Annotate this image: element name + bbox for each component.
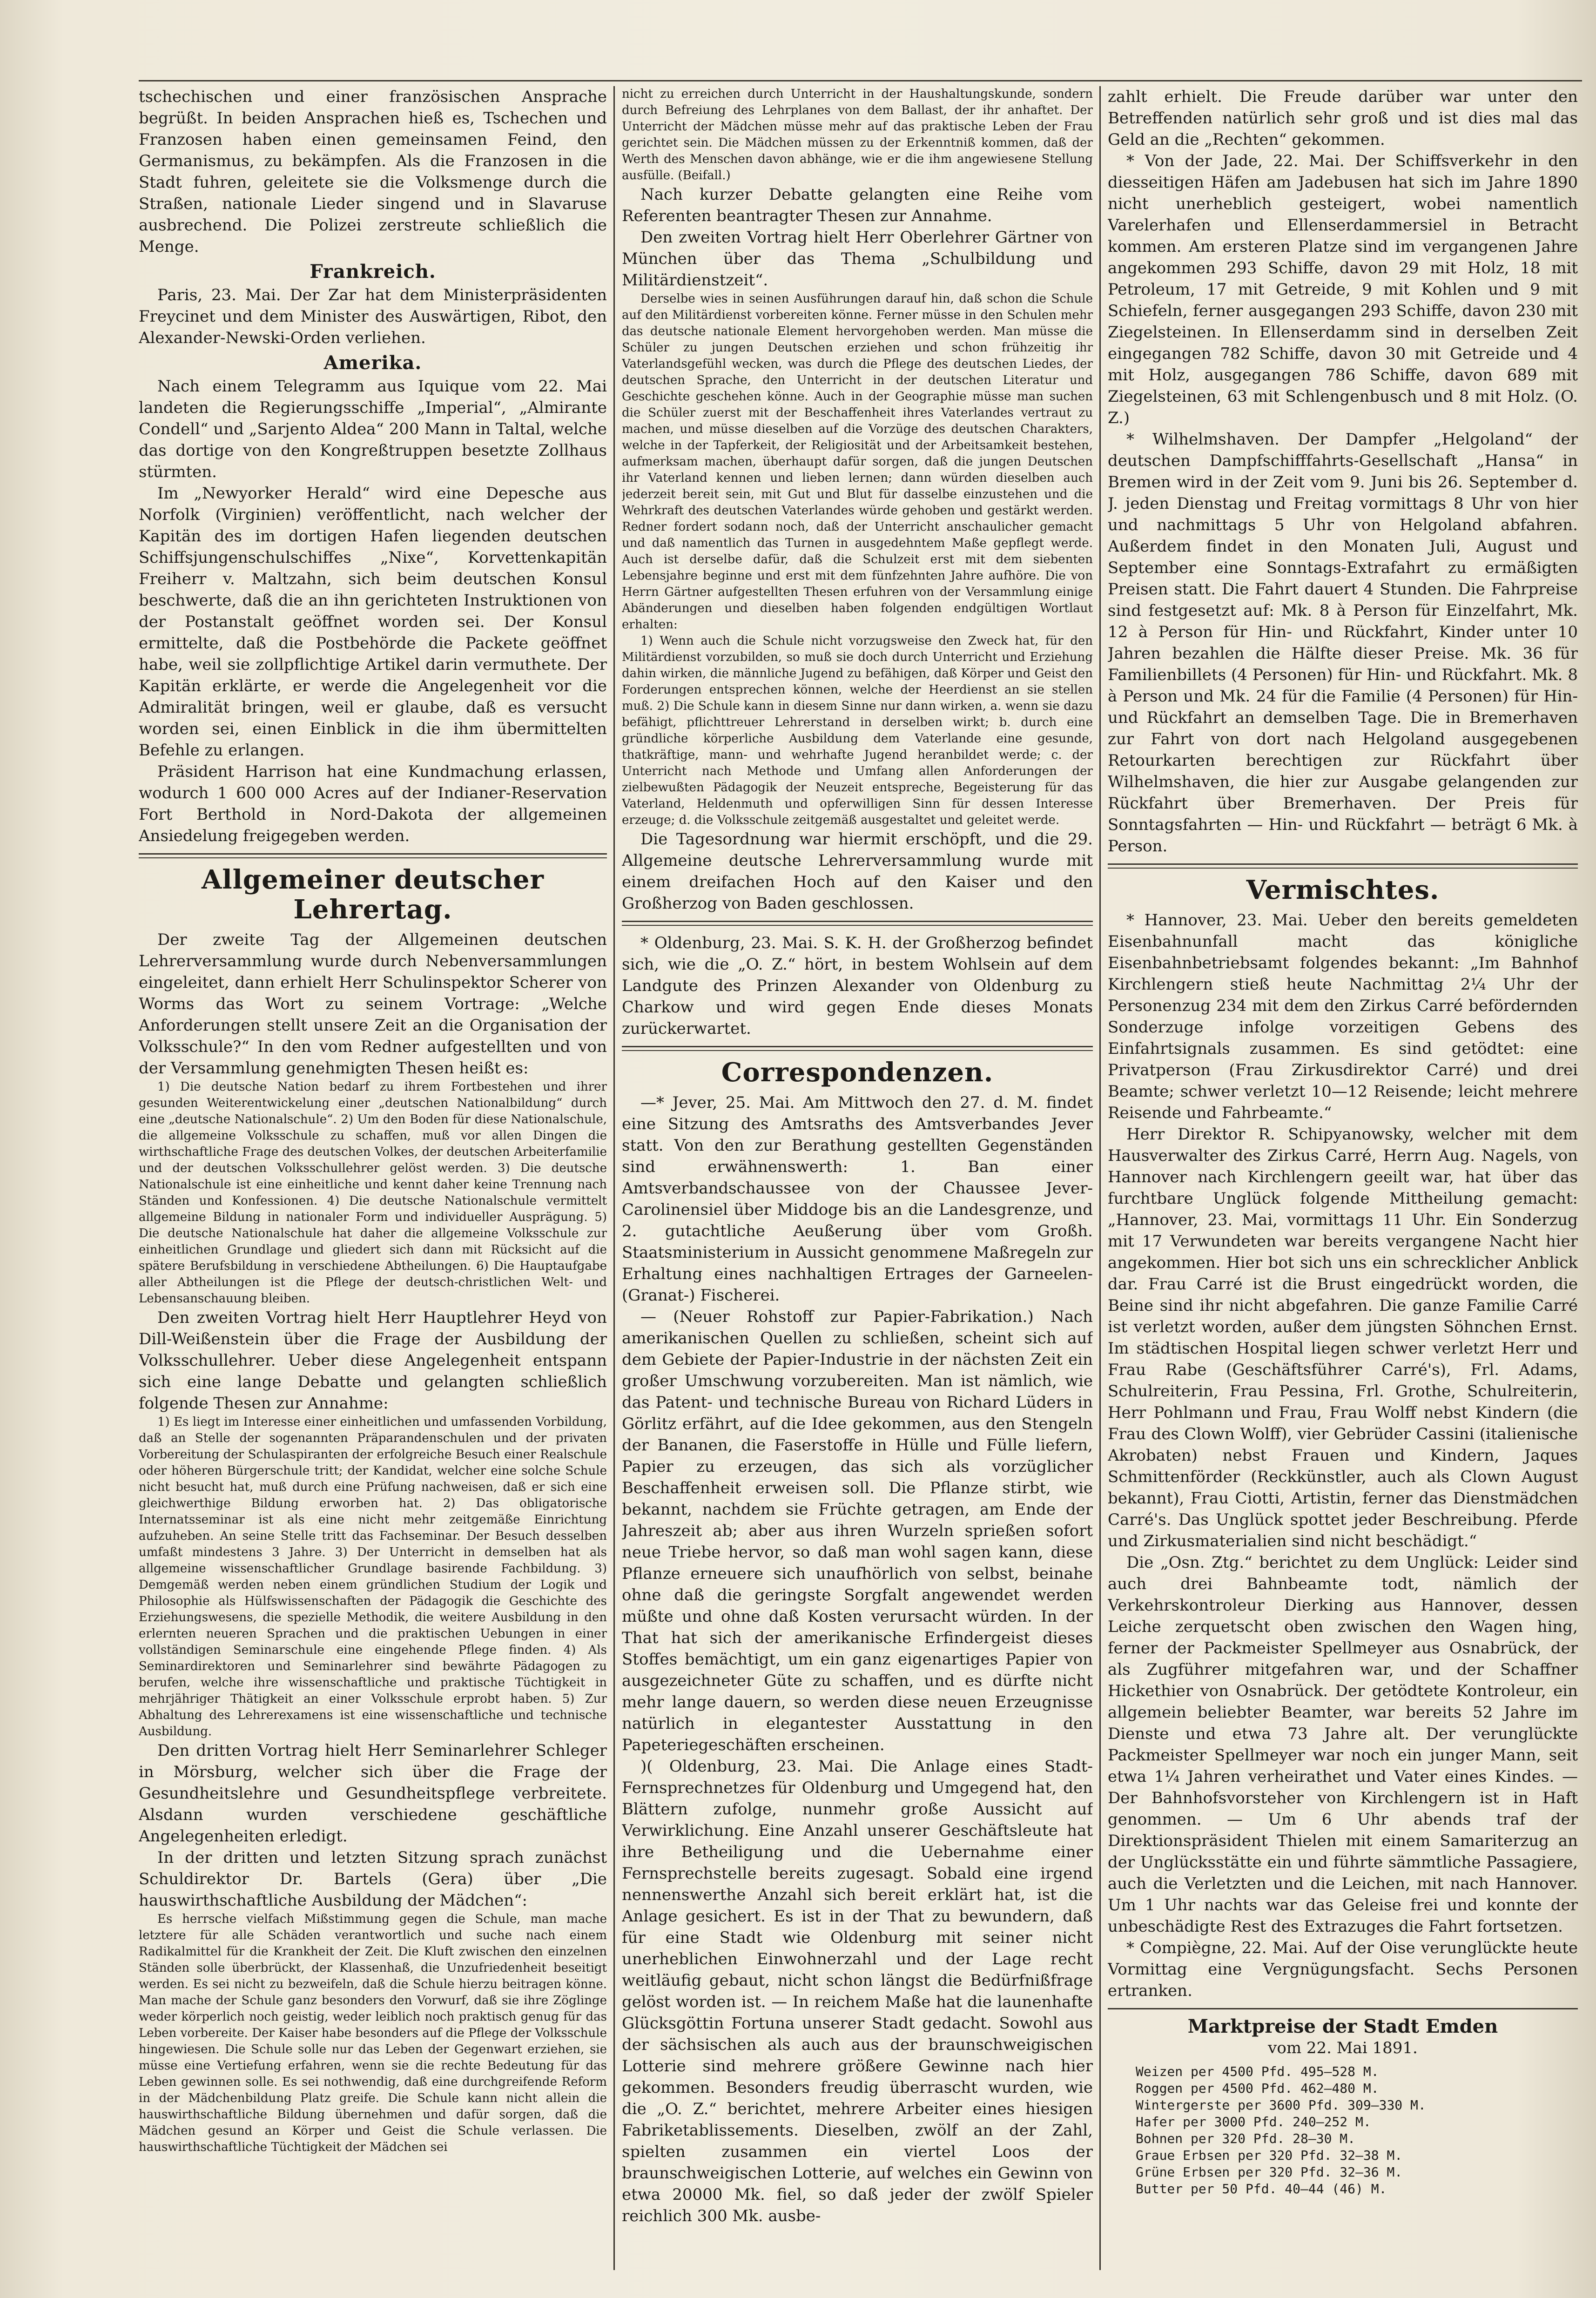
article-paragraph: Paris, 23. Mai. Der Zar hat dem Ministerpräsidenten Freycinet und dem Minister des Auswärtigen, Ribot, den Alexander-Newski-Orden verliehen. [139, 286, 607, 347]
article-paragraph: Nach einem Telegramm aus Iquique vom 22. Mai landeten die Regierungsschiffe „Imperial“, „Almirante Condell“ und „Sarjento Aldea“ 200 Mann in Taltal, welche das dortige von den Kongreßtruppen besetzte Zollhaus stürmten. [139, 377, 607, 481]
article-paragraph: Den zweiten Vortrag hielt Herr Oberlehrer Gärtner von München über das Thema „Schulbildung und Militärdienstzeit“. [622, 228, 1093, 290]
article-small-paragraph: nicht zu erreichen durch Unterricht in der Haushaltungskunde, sondern durch Befreiung des Lehrplanes von dem Ballast, der ihr anhaftet. Der Unterricht der Mädchen müsse mehr auf das praktische Leben der Frau gerichtet sein. Die Mädchen müssen zu der Erkenntniß kommen, daß der Werth des Menschen davon abhänge, wie er die ihm angewiesene Stellung ausfülle. (Beifall.) [622, 87, 1093, 182]
article-paragraph: zahlt erhielt. Die Freude darüber war unter den Betreffenden natürlich sehr groß und ist dies mal das Geld an die „Rechten“ gekommen. [1108, 88, 1578, 149]
market-price-row: Hafer per 3000 Pfd. 240—252 M. [1136, 2114, 1371, 2130]
section-heading-vermischtes: Vermischtes. [1246, 875, 1440, 905]
section-heading-frankreich: Frankreich. [310, 261, 436, 283]
column-2 [622, 86, 1093, 2270]
market-price-row: Butter per 50 Pfd. 40—44 (46) M. [1136, 2181, 1387, 2197]
column-divider [613, 86, 615, 2270]
market-price-row: Wintergerste per 3600 Pfd. 309—330 M. [1136, 2097, 1426, 2113]
article-paragraph: Den zweiten Vortrag hielt Herr Hauptlehrer Heyd von Dill-Weißenstein über die Frage der Ausbildung der Volksschullehrer. Ueber diese Angelegenheit entspann sich eine lange Debatte und gelangten schließlich folgende Thesen zur Annahme: [139, 1308, 607, 1413]
section-divider [139, 853, 607, 858]
article-paragraph: * Wilhelmshaven. Der Dampfer „Helgoland“ der deutschen Dampfschifffahrts-Gesellschaft „Hansa“ in Bremen wird in der Zeit vom 9. Juni bis 26. September d. J. jeden Dienstag und Freitag vormittags 8 Uhr von hier und nachmittags 5 Uhr von Helgoland abfahren. Außerdem findet in den Monaten Juli, August und September eine Sonntags-Extrafahrt zu ermäßigten Preisen statt. Die Fahrt dauert 4 Stunden. Die Fahrpreise sind festgesetzt auf: Mk. 8 à Person für Einzelfahrt, Mk. 12 à Person für Hin- und Rückfahrt, Kinder unter 10 Jahren bezahlen die Hälfte dieser Preise. Mk. 36 für Familienbillets (4 Personen) für Hin- und Rückfahrt. Mk. 8 à Person und Mk. 24 für die Familie (4 Personen) für Hin- und Rückfahrt an demselben Tage. Die in Bremerhaven zur Fahrt von dort nach Helgoland ausgegebenen Retourkarten berechtigen zur Rückfahrt über Wilhelmshaven, die hier zur Ausgabe gelangenden zur Rückfahrt über Bremerhaven. Der Preis für Sonntagsfahrten — Hin- und Rückfahrt — beträgt 6 Mk. à Person. [1108, 430, 1578, 856]
market-prices-title: Marktpreise der Stadt Emden [1187, 2015, 1498, 2037]
article-paragraph: In der dritten und letzten Sitzung sprach zunächst Schuldirektor Dr. Bartels (Gera) über „Die hauswirthschaftliche Ausbildung der Mädchen“: [139, 1848, 607, 1910]
section-heading-correspondenzen: Correspondenzen. [721, 1057, 994, 1088]
article-paragraph: Den dritten Vortrag hielt Herr Seminarlehrer Schleger in Mörsburg, welcher sich über die Frage der Gesundheitslehre und Gesundheitspflege verbreitete. Alsdann wurden verschiedene geschäftliche Angelegenheiten erledigt. [139, 1741, 607, 1846]
column-1 [139, 86, 607, 2270]
article-small-paragraph: Derselbe wies in seinen Ausführungen darauf hin, daß schon die Schule auf den Militärdienst vorbereiten könne. Ferner müsse in den Schulen mehr das deutsche nationale Element hervorgehoben werden. Man müsse die Schüler zu jungen Deutschen erziehen und schon frühzeitig ihr Vaterlandsgefühl wecken, was durch die Pflege des deutschen Liedes, der deutschen Sprache, den Unterricht in der deutschen Literatur und Geschichte geschehen könne. Auch in der Geographie müsse man suchen die Schüler zuerst mit der Beschaffenheit ihres Vaterlandes vertraut zu machen, und müsse dieselben auf die Vorzüge des deutschen Charakters, welche in der Tapferkeit, der Religiosität und der Arbeitsamkeit bestehen, aufmerksam machen, überhaupt dafür sorgen, daß die jungen Deutschen ihr Vaterland kennen und lieben lernen; dann würden dieselben auch jederzeit bereit sein, mit Gut und Blut für dasselbe einzustehen und die Wehrkraft des deutschen Vaterlandes würde gehoben und gestärkt werden. Redner fordert sodann noch, daß der Unterricht anschaulicher gemacht und daß namentlich das Turnen in ausgedehntem Maße gepflegt werde. Auch ist derselbe dafür, daß die Schulzeit erst mit dem siebenten Lebensjahre beginne und erst mit dem fünfzehnten Jahre aufhöre. Die von Herrn Gärtner aufgestellten Thesen erfuhren von der Versammlung einige Abänderungen und dieselben haben folgenden endgültigen Wortlaut erhalten: [622, 292, 1093, 632]
article-paragraph: Die „Osn. Ztg.“ berichtet zu dem Unglück: Leider sind auch drei Bahnbeamte todt, nämlich der Verkehrskontroleur Dierking aus Hannover, dessen Leiche zerquetscht oben zwischen den Wagen hing, ferner der Packmeister Spellmeyer aus Osnabrück, der als Zugführer mitgefahren war, und der Schaffner Hickethier von Osnabrück. Der getödtete Kontroleur, ein allgemein beliebter Beamter, war bereits 52 Jahre im Dienste und etwa 73 Jahre alt. Der verunglückte Packmeister Spellmeyer war noch ein junger Mann, seit etwa 1¼ Jahren verheirathet und Vater eines Kindes. — Der Bahnhofsvorsteher von Kirchlengern ist in Haft genommen. — Um 6 Uhr abends traf der Direktionspräsident Thielen mit einem Samariterzug an der Unglücksstätte ein und führte sämmtliche Passagiere, auch die Verletzten und die Leichen, mit nach Hannover. Um 1 Uhr nachts war das Geleise frei und konnte der unbeschädigte Rest des Extrazuges die Fahrt fortsetzen. [1108, 1553, 1578, 1936]
section-divider [622, 921, 1093, 926]
article-small-paragraph: 1) Die deutsche Nation bedarf zu ihrem Fortbestehen und ihrer gesunden Weiterentwickelung einer „deutschen Nationalbildung“ durch eine „deutsche Nationalschule“. 2) Um den Boden für diese Nationalschule, die allgemeine Volksschule zu schaffen, muß vor allen Dingen die wirthschaftliche Frage des deutschen Volkes, der deutschen Arbeiterfamilie und der deutschen Volksschullehrer gelöst werden. 3) Die deutsche Nationalschule ist eine einheitliche und kennt daher keine Trennung nach Ständen und Konfessionen. 4) Die deutsche Nationalschule vermittelt allgemeine Bildung in nationaler Form und individueller Ausprägung. 5) Die deutsche Nationalschule hat daher die allgemeine Volksschule zur einheitlichen Grundlage und gliedert sich dann mit Rücksicht auf die spätere Berufsbildung in verschiedene Abtheilungen. 6) Die Hauptaufgabe aller Abtheilungen ist die Pflege der deutsch-christlichen Welt- und Lebensanschauung bleiben. [139, 1080, 607, 1306]
section-heading-lehrertag: Allgemeiner deutscher Lehrertag. [201, 864, 545, 925]
article-paragraph: * Oldenburg, 23. Mai. S. K. H. der Großherzog befindet sich, wie die „O. Z.“ hört, in bestem Wohlsein auf dem Landgute des Prinzen Alexander von Oldenburg zu Charkow und wird gegen Ende dieses Monats zurückerwartet. [622, 934, 1093, 1038]
section-divider [1108, 2008, 1578, 2009]
market-price-row: Weizen per 4500 Pfd. 495—528 M. [1136, 2064, 1379, 2079]
article-small-paragraph: Es herrsche vielfach Mißstimmung gegen die Schule, man mache letztere für alle Schäden verantwortlich und suche nach einem Radikalmittel für die Krankheit der Zeit. Die Kluft zwischen den einzelnen Ständen solle überbrückt, der Klassenhaß, die Unzufriedenheit beseitigt werden. Es sei nicht zu bezweifeln, daß die Schule hierzu beitragen könne. Man mache der Schule ganz besonders den Vorwurf, daß sie ihre Zöglinge weder körperlich noch geistig, weder leiblich noch praktisch genug für das Leben vorbereite. Der Kaiser habe besonders auf die Pflege der Volksschule hingewiesen. Die Schule solle nur das Leben der Gegenwart erziehen, sie müsse eine Vertiefung erfahren, wenn sie die rechte Bedeutung für das Leben gewinnen solle. Es sei nothwendig, daß eine durchgreifende Reform in der Mädchenbildung Platz greife. Die Schule kann nicht allein die hauswirthschaftliche Bildung übernehmen und dafür sorgen, daß die Mädchen gesund an Körper und Geist die Schule verlassen. Die hauswirthschaftliche Tüchtigkeit der Mädchen sei [139, 1912, 607, 2154]
article-paragraph: * Von der Jade, 22. Mai. Der Schiffsverkehr in den diesseitigen Häfen am Jadebusen hat sich im Jahre 1890 nicht unerheblich gesteigert, wobei namentlich Varelerhafen und Ellenserdammersiel in Betracht kommen. Am ersteren Platze sind im vergangenen Jahre angekommen 293 Schiffe, davon 29 mit Holz, 18 mit Petroleum, 17 mit Getreide, 9 mit Kohlen und 9 mit Schiefeln, ferner ausgegangen 293 Schiffe, davon 230 mit Ziegelsteinen. In Ellenserdamm sind in derselben Zeit eingegangen 782 Schiffe, davon 30 mit Getreide und 4 mit Holz, ausgegangen 786 Schiffe, davon 689 mit Ziegelsteinen, 63 mit Schlengenbusch und 8 mit Holz. (O. Z.) [1108, 152, 1578, 427]
top-rule [139, 80, 1582, 81]
article-paragraph: tschechischen und einer französischen Ansprache begrüßt. In beiden Ansprachen hieß es, Tschechen und Franzosen haben einen gemeinsamen Feind, den Germanismus, zu bekämpfen. Als die Franzosen in die Stadt fuhren, geleitete sie die Volksmenge durch die Straßen, nationale Lieder singend und in Slavaruse ausbrechend. Die Polizei zerstreute schließlich die Menge. [139, 88, 607, 256]
article-paragraph: Präsident Harrison hat eine Kundmachung erlassen, wodurch 1 600 000 Acres auf der Indianer-Reservation Fort Berthold in Nord-Dakota der allgemeinen Ansiedelung freigegeben werden. [139, 762, 607, 845]
article-paragraph: Herr Direktor R. Schipyanowsky, welcher mit dem Hausverwalter des Zirkus Carré, Herrn Aug. Nagels, von Hannover nach Kirchlengern geeilt war, hat über das furchtbare Unglück folgende Mittheilung gemacht: „Hannover, 23. Mai, vormittags 11 Uhr. Ein Sonderzug mit 17 Verwundeten war bereits vergangene Nacht hier angekommen. Hier bot sich uns ein schrecklicher Anblick dar. Frau Carré ist die Brust eingedrückt worden, die Beine sind ihr nicht abgefahren. Die ganze Familie Carré ist verletzt worden, außer dem jüngsten Söhnchen Ernst. Im städtischen Hospital liegen schwer verletzt Herr und Frau Rabe (Geschäftsführer Carré's), Frl. Adams, Schulreiterin, Frau Pessina, Frl. Grothe, Schulreiterin, Herr Pohlmann und Frau, Frau Wolff nebst Kindern (die Frau des Clown Wolff), vier Gebrüder Cassini (italienische Akrobaten) nebst Frauen und Kindern, Jaques Schmittenförder (Reckkünstler, auch als Clown August bekannt), Frau Ciotti, Artistin, ferner das Dienstmädchen Carré's. Das Unglück spottet jeder Beschreibung. Pferde und Zirkusmaterialien sind nicht beschädigt.“ [1108, 1125, 1578, 1550]
market-prices-date: vom 22. Mai 1891. [1268, 2039, 1418, 2057]
market-price-row: Grüne Erbsen per 320 Pfd. 32—36 M. [1136, 2164, 1403, 2180]
article-paragraph: )( Oldenburg, 23. Mai. Die Anlage eines Stadt-Fernsprechnetzes für Oldenburg und Umgegend hat, den Blättern zufolge, nunmehr große Aussicht auf Verwirklichung. Eine Anzahl unserer Geschäftsleute hat ihre Betheiligung und die Uebernahme einer Fernsprechstelle bereits zugesagt. Sobald eine irgend nennenswerthe Anzahl sich bereit erklärt hat, ist die Anlage gesichert. Es ist in der That zu bewundern, daß für eine Stadt wie Oldenburg mit seiner nicht unerheblichen Einwohnerzahl und der Lage recht weitläufig gebaut, nicht schon längst die Bedürfnißfrage gelöst worden ist. — In reichem Maße hat die launenhafte Glücksgöttin Fortuna unserer Stadt gedacht. Sowohl aus der sächsischen als auch aus der braunschweigischen Lotterie sind mehrere größere Gewinne nach hier gekommen. Besonders freudig überrascht wurden, wie die „O. Z.“ berichtet, mehrere Arbeiter eines hiesigen Fabriketablissements. Dieselben, zwölf an der Zahl, spielten zusammen ein viertel Loos der braunschweigischen Lotterie, auf welches ein Gewinn von etwa 20000 Mk. fiel, so daß jeder der zwölf Spieler reichlich 300 Mk. ausbe- [622, 1757, 1093, 2225]
article-small-paragraph: 1) Es liegt im Interesse einer einheitlichen und umfassenden Vorbildung, daß an Stelle der sogenannten Präparandenschulen und der privaten Vorbereitung der Schulaspiranten der erfolgreiche Besuch einer Realschule oder höheren Bürgerschule tritt; der Kandidat, welcher eine solche Schule nicht besucht hat, muß durch eine Prüfung nachweisen, daß er sich eine gleichwerthige Bildung erworben hat. 2) Das obligatorische Internatsseminar ist als eine nicht mehr zeitgemäße Einrichtung aufzuheben. An seine Stelle tritt das Fachseminar. Der Besuch desselben umfaßt mindestens 3 Jahre. 3) Der Unterricht in demselben hat als allgemeine wissenschaftlicher Grundlage basirende Fachbildung. 3) Demgemäß werden neben einem gründlichen Studium der Logik und Philosophie als Hülfswissenschaften der Pädagogik die Geschichte des Erziehungswesens, die spezielle Methodik, die weitere Ausbildung in den erlernten neueren Sprachen und die praktischen Uebungen in einer vollständigen Seminarschule eine eingehende Pflege finden. 4) Als Seminardirektoren und Seminarlehrer sind bewährte Pädagogen zu berufen, welche ihre wissenschaftliche und praktische Tüchtigkeit in mehrjähriger Thätigkeit an einer Volksschule erprobt haben. 5) Zur Abhaltung des Lehrerexamens ist eine wissenschaftliche und technische Ausbildung. [139, 1415, 607, 1739]
section-divider [622, 1046, 1093, 1051]
market-price-row: Graue Erbsen per 320 Pfd. 32—38 M. [1136, 2148, 1403, 2163]
column-divider [1099, 86, 1101, 2270]
article-paragraph: Der zweite Tag der Allgemeinen deutschen Lehrerversammlung wurde durch Nebenversammlungen eingeleitet, dann erhielt Herr Schulinspektor Scherer von Worms das Wort zu seinem Vortrage: „Welche Anforderungen stellt unsere Zeit an die Organisation der Volksschule?“ In den vom Redner aufgestellten und von der Versammlung genehmigten Thesen heißt es: [139, 930, 607, 1078]
article-paragraph: Nach kurzer Debatte gelangten eine Reihe vom Referenten beantragter Thesen zur Annahme. [622, 185, 1093, 225]
article-paragraph: Die Tagesordnung war hiermit erschöpft, und die 29. Allgemeine deutsche Lehrerversammlung wurde mit einem dreifachen Hoch auf den Kaiser und den Großherzog von Baden geschlossen. [622, 830, 1093, 913]
article-paragraph: Im „Newyorker Herald“ wird eine Depesche aus Norfolk (Virginien) veröffentlicht, nach welcher der Kapitän des im dortigen Hafen liegenden deutschen Schiffsjungenschulschiffes „Nixe“, Korvettenkapitän Freiherr v. Maltzahn, sich beim deutschen Konsul beschwerte, daß die an ihn gerichteten Instruktionen von der Postanstalt geöffnet worden sei. Der Konsul ermittelte, daß die Postbehörde die Packete geöffnet habe, weil sie zollpflichtige Artikel darin vermuthete. Der Kapitän erklärte, er werde die Angelegenheit vor die Admiralität bringen, weil er glaube, daß es versucht worden sei, einen Einblick in die ihm übermittelten Befehle zu erlangen. [139, 484, 607, 760]
article-paragraph: * Compiègne, 22. Mai. Auf der Oise verunglückte heute Vormittag eine Vergnügungsfacht. Sechs Personen ertranken. [1108, 1939, 1578, 2000]
article-small-paragraph: 1) Wenn auch die Schule nicht vorzugsweise den Zweck hat, für den Militärdienst vorzubilden, so muß sie doch durch Unterricht und Erziehung dahin wirken, die männliche Jugend zu befähigen, daß Körper und Geist den Forderungen entsprechen können, welche der Heerdienst an sie stellen muß. 2) Die Schule kann in diesem Sinne nur dann wirken, a. wenn sie dazu befähigt, pflichttreuer Lehrerstand in derselben wirkt; b. durch eine gründliche körperliche Ausbildung dem Vaterlande eine gesunde, thatkräftige, mann- und wehrhafte Jugend heranbildet werde; c. der Unterricht nach Methode und Umfang allen Anforderungen der zielbewußten Pädagogik der Neuzeit entspreche, Begeisterung für das Vaterland, Heldenmuth und opferwilligen Sinn für dessen Interesse erzeuge; d. die Volksschule zeitgemäß ausgestaltet und geleitet werde. [622, 634, 1093, 827]
article-paragraph: — (Neuer Rohstoff zur Papier-Fabrikation.) Nach amerikanischen Quellen zu schließen, scheint sich auf dem Gebiete der Papier-Industrie in der nächsten Zeit ein großer Umschwung vorzubereiten. Man ist nämlich, wie das Patent- und technische Bureau von Richard Lüders in Görlitz erfährt, auf die Idee gekommen, aus den Stengeln der Bananen, die Faserstoffe in Hülle und Fülle liefern, Papier zu erzeugen, das sich als vorzüglicher Beschaffenheit erweisen soll. Die Pflanze stirbt, wie bekannt, nachdem sie Früchte getragen, am Ende der Jahreszeit ab; aber aus ihren Wurzeln sprießen sofort neue Triebe hervor, so daß man wohl sagen kann, diese Pflanze erneuere sich unaufhörlich von selbst, beinahe ohne daß die geringste Sorgfalt angewendet werden müßte und ohne daß Kosten verursacht würden. In der That hat sich der amerikanische Erfindergeist dieses Stoffes bemächtigt, um ein ganz eigenartiges Papier von ausgezeichneter Güte zu schaffen, und es dürfte nicht mehr lange dauern, so werden diese neuen Erzeugnisse natürlich in elegantester Ausstattung in den Papeteriegeschäften erscheinen. [622, 1307, 1093, 1754]
market-price-row: Bohnen per 320 Pfd. 28—30 M. [1136, 2131, 1356, 2146]
article-paragraph: * Hannover, 23. Mai. Ueber den bereits gemeldeten Eisenbahnunfall macht das königliche Eisenbahnbetriebsamt folgendes bekannt: „Im Bahnhof Kirchlengern stieß heute Nachmittag 2¼ Uhr der Personenzug 234 mit dem den Zirkus Carré befördernden Sonderzuge infolge vorzeitigen Gebens des Einfahrtsignals zusammen. Es sind getödtet: eine Privatperson (Frau Zirkusdirektor Carré) und drei Beamte; schwer verletzt 10—12 Reisende; leicht mehrere Reisende und Fahrbeamte.“ [1108, 911, 1578, 1122]
section-divider [1108, 863, 1578, 869]
market-price-row: Roggen per 4500 Pfd. 462—480 M. [1136, 2081, 1379, 2096]
article-paragraph: —* Jever, 25. Mai. Am Mittwoch den 27. d. M. findet eine Sitzung des Amtsraths des Amtsverbandes Jever statt. Von den zur Berathung gestellten Gegenständen sind erwähnenswerth: 1. Ban einer Amtsverbandschaussee von der Chaussee Jever-Carolinensiel über Middoge bis an die Landesgrenze, und 2. gutachtliche Aeußerung über vom Großh. Staatsministerium in Aussicht genommene Maßregeln zur Erhaltung eines nachhaltigen Ertrages der Garneelen- (Granat-) Fischerei. [622, 1093, 1093, 1305]
column-3 [1108, 86, 1578, 2270]
section-heading-amerika: Amerika. [323, 352, 422, 374]
